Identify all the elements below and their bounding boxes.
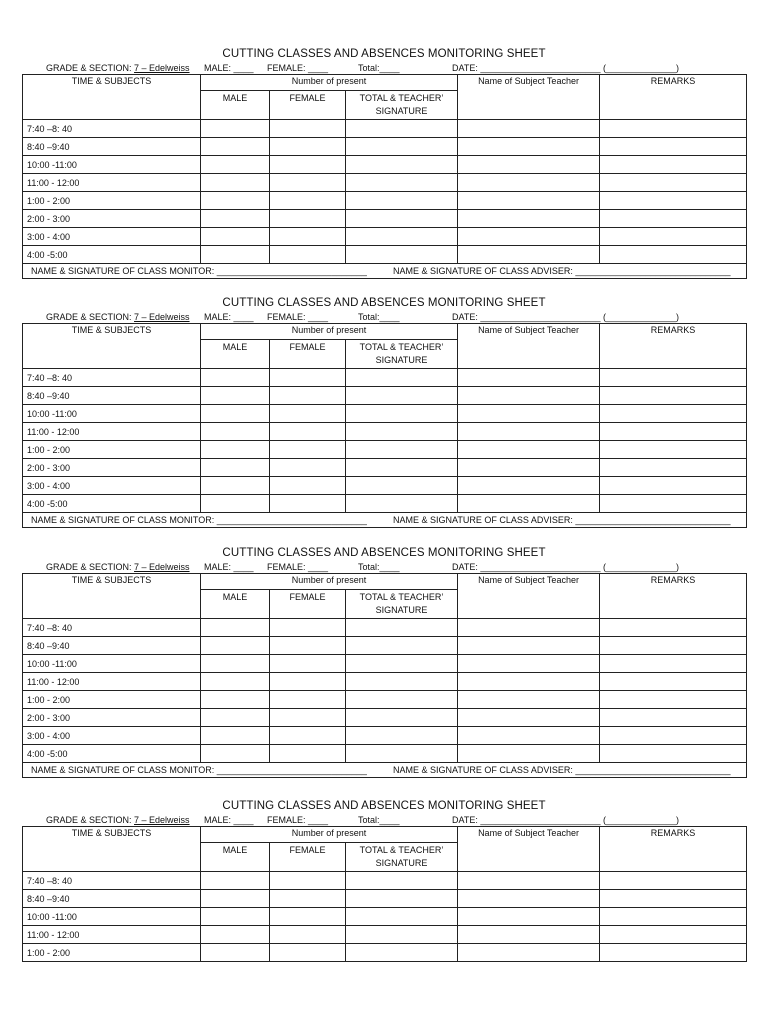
female-header: FEMALE (270, 843, 346, 872)
subject-teacher-header: Name of Subject Teacher (458, 75, 600, 120)
total-signature-cell[interactable] (346, 246, 458, 264)
time-slot-row (23, 246, 747, 264)
subject-teacher-cell[interactable] (458, 926, 600, 944)
number-present-header: Number of present (201, 574, 458, 590)
time-slot-row (23, 890, 747, 908)
female-count-cell[interactable] (270, 727, 346, 745)
date-field[interactable]: DATE: ________________________ (______________) (452, 63, 680, 73)
female-count-cell[interactable] (270, 477, 346, 495)
time-slot-row (23, 872, 747, 890)
male-count-cell[interactable] (201, 156, 270, 174)
remarks-cell[interactable] (600, 926, 747, 944)
male-count-field[interactable]: MALE: ____ (204, 815, 254, 825)
total-signature-header: TOTAL & TEACHER’ SIGNATURE (346, 91, 458, 120)
time-slot-label: 8:40 –9:40 (23, 138, 201, 156)
time-slot-label: 2:00 - 3:00 (23, 459, 201, 477)
total-signature-cell[interactable] (346, 691, 458, 709)
grade-section-value: 7 – Edelweiss (134, 562, 190, 572)
female-header: FEMALE (270, 340, 346, 369)
sheet-title: CUTTING CLASSES AND ABSENCES MONITORING SHEET (222, 800, 546, 812)
female-count-field[interactable]: FEMALE: ____ (267, 562, 329, 572)
subject-teacher-cell[interactable] (458, 369, 600, 387)
total-signature-cell[interactable] (346, 673, 458, 691)
male-count-cell[interactable] (201, 495, 270, 513)
total-signature-cell[interactable] (346, 872, 458, 890)
time-slot-row (23, 691, 747, 709)
female-count-cell[interactable] (270, 926, 346, 944)
total-signature-cell[interactable] (346, 926, 458, 944)
female-count-cell[interactable] (270, 890, 346, 908)
time-slot-row (23, 477, 747, 495)
sheet-info-row (22, 311, 746, 323)
subject-teacher-cell[interactable] (458, 138, 600, 156)
subject-teacher-cell[interactable] (458, 944, 600, 962)
male-count-cell[interactable] (201, 387, 270, 405)
time-slot-row (23, 727, 747, 745)
total-signature-cell[interactable] (346, 228, 458, 246)
time-slot-label: 11:00 - 12:00 (23, 174, 201, 192)
time-slot-label: 10:00 -11:00 (23, 405, 201, 423)
remarks-cell[interactable] (600, 727, 747, 745)
class-monitor-signature-field[interactable]: NAME & SIGNATURE OF CLASS MONITOR: ______________________________ (31, 266, 367, 276)
time-slot-row (23, 637, 747, 655)
total-signature-cell[interactable] (346, 174, 458, 192)
total-signature-cell[interactable] (346, 908, 458, 926)
time-subjects-header: TIME & SUBJECTS (23, 75, 201, 120)
time-slot-label: 1:00 - 2:00 (23, 192, 201, 210)
remarks-cell[interactable] (600, 387, 747, 405)
male-count-field[interactable]: MALE: ____ (204, 312, 254, 322)
time-slot-row (23, 745, 747, 763)
male-count-cell[interactable] (201, 246, 270, 264)
total-signature-cell[interactable] (346, 138, 458, 156)
female-count-cell[interactable] (270, 872, 346, 890)
time-slot-row (23, 673, 747, 691)
time-slot-label: 3:00 - 4:00 (23, 727, 201, 745)
monitoring-sheet-4 (22, 799, 746, 962)
remarks-cell[interactable] (600, 405, 747, 423)
male-count-cell[interactable] (201, 637, 270, 655)
subject-teacher-header: Name of Subject Teacher (458, 827, 600, 872)
number-present-header: Number of present (201, 324, 458, 340)
time-slot-label: 7:40 –8: 40 (23, 369, 201, 387)
attendance-table (22, 826, 747, 962)
remarks-cell[interactable] (600, 369, 747, 387)
grade-section-value: 7 – Edelweiss (134, 63, 190, 73)
female-count-field[interactable]: FEMALE: ____ (267, 312, 329, 322)
female-count-cell[interactable] (270, 387, 346, 405)
subject-teacher-cell[interactable] (458, 441, 600, 459)
subject-teacher-cell[interactable] (458, 423, 600, 441)
sheet-title: CUTTING CLASSES AND ABSENCES MONITORING SHEET (222, 48, 546, 60)
remarks-cell[interactable] (600, 890, 747, 908)
male-count-cell[interactable] (201, 890, 270, 908)
male-count-cell[interactable] (201, 477, 270, 495)
subject-teacher-cell[interactable] (458, 890, 600, 908)
remarks-cell[interactable] (600, 441, 747, 459)
female-count-field[interactable]: FEMALE: ____ (267, 815, 329, 825)
male-count-cell[interactable] (201, 423, 270, 441)
female-count-cell[interactable] (270, 192, 346, 210)
attendance-table (22, 74, 747, 279)
total-count-field[interactable]: Total:____ (358, 312, 400, 322)
time-slot-label: 1:00 - 2:00 (23, 441, 201, 459)
female-count-cell[interactable] (270, 246, 346, 264)
female-count-cell[interactable] (270, 908, 346, 926)
remarks-cell[interactable] (600, 619, 747, 637)
total-signature-cell[interactable] (346, 477, 458, 495)
female-count-cell[interactable] (270, 138, 346, 156)
attendance-table (22, 323, 747, 528)
grade-section-value: 7 – Edelweiss (134, 815, 190, 825)
remarks-cell[interactable] (600, 156, 747, 174)
female-count-cell[interactable] (270, 495, 346, 513)
subject-teacher-cell[interactable] (458, 727, 600, 745)
remarks-cell[interactable] (600, 495, 747, 513)
remarks-cell[interactable] (600, 210, 747, 228)
remarks-cell[interactable] (600, 192, 747, 210)
remarks-cell[interactable] (600, 120, 747, 138)
grade-section-label: GRADE & SECTION: 7 – Edelweiss (46, 815, 190, 825)
time-subjects-header: TIME & SUBJECTS (23, 324, 201, 369)
time-slot-label: 3:00 - 4:00 (23, 228, 201, 246)
total-count-field[interactable]: Total:____ (358, 63, 400, 73)
subject-teacher-header: Name of Subject Teacher (458, 324, 600, 369)
remarks-cell[interactable] (600, 228, 747, 246)
female-count-cell[interactable] (270, 637, 346, 655)
total-signature-cell[interactable] (346, 192, 458, 210)
male-count-cell[interactable] (201, 926, 270, 944)
total-signature-cell[interactable] (346, 120, 458, 138)
male-count-cell[interactable] (201, 228, 270, 246)
subject-teacher-cell[interactable] (458, 246, 600, 264)
time-slot-label: 7:40 –8: 40 (23, 120, 201, 138)
remarks-header: REMARKS (600, 574, 747, 619)
number-present-header: Number of present (201, 75, 458, 91)
time-slot-row (23, 369, 747, 387)
female-count-cell[interactable] (270, 745, 346, 763)
female-count-cell[interactable] (270, 228, 346, 246)
grade-section-label: GRADE & SECTION: 7 – Edelweiss (46, 562, 190, 572)
grade-section-label: GRADE & SECTION: 7 – Edelweiss (46, 312, 190, 322)
subject-teacher-cell[interactable] (458, 673, 600, 691)
female-count-cell[interactable] (270, 174, 346, 192)
time-slot-row (23, 926, 747, 944)
grade-section-value: 7 – Edelweiss (134, 312, 190, 322)
time-slot-label: 2:00 - 3:00 (23, 709, 201, 727)
remarks-header: REMARKS (600, 75, 747, 120)
sheet-info-row (22, 62, 746, 74)
total-signature-cell[interactable] (346, 459, 458, 477)
male-count-cell[interactable] (201, 745, 270, 763)
male-header: MALE (201, 91, 270, 120)
male-count-cell[interactable] (201, 908, 270, 926)
attendance-table (22, 573, 747, 778)
subject-teacher-cell[interactable] (458, 210, 600, 228)
subject-teacher-cell[interactable] (458, 405, 600, 423)
time-slot-label: 4:00 -5:00 (23, 495, 201, 513)
female-count-cell[interactable] (270, 441, 346, 459)
total-signature-header: TOTAL & TEACHER’ SIGNATURE (346, 590, 458, 619)
remarks-cell[interactable] (600, 872, 747, 890)
time-slot-label: 1:00 - 2:00 (23, 944, 201, 962)
time-slot-row (23, 619, 747, 637)
male-count-cell[interactable] (201, 673, 270, 691)
male-count-cell[interactable] (201, 369, 270, 387)
total-count-field[interactable]: Total:____ (358, 815, 400, 825)
male-count-field[interactable]: MALE: ____ (204, 562, 254, 572)
time-slot-label: 10:00 -11:00 (23, 908, 201, 926)
subject-teacher-cell[interactable] (458, 495, 600, 513)
sheet-info-row (22, 561, 746, 573)
total-signature-cell[interactable] (346, 745, 458, 763)
time-slot-row (23, 138, 747, 156)
male-count-cell[interactable] (201, 709, 270, 727)
time-slot-row (23, 192, 747, 210)
time-subjects-header: TIME & SUBJECTS (23, 827, 201, 872)
time-slot-row (23, 174, 747, 192)
time-slot-label: 3:00 - 4:00 (23, 477, 201, 495)
female-count-cell[interactable] (270, 691, 346, 709)
subject-teacher-cell[interactable] (458, 637, 600, 655)
time-rows (23, 369, 747, 513)
time-slot-label: 8:40 –9:40 (23, 637, 201, 655)
total-signature-cell[interactable] (346, 637, 458, 655)
time-slot-label: 2:00 - 3:00 (23, 210, 201, 228)
subject-teacher-cell[interactable] (458, 908, 600, 926)
number-present-header: Number of present (201, 827, 458, 843)
time-slot-row (23, 156, 747, 174)
time-rows (23, 872, 747, 962)
date-field[interactable]: DATE: ________________________ (______________) (452, 562, 680, 572)
female-count-cell[interactable] (270, 156, 346, 174)
class-monitor-signature-field[interactable]: NAME & SIGNATURE OF CLASS MONITOR: ______________________________ (31, 765, 367, 775)
remarks-cell[interactable] (600, 691, 747, 709)
time-slot-label: 4:00 -5:00 (23, 745, 201, 763)
class-adviser-signature-field[interactable]: NAME & SIGNATURE OF CLASS ADVISER: _______________________________ (393, 765, 731, 775)
time-slot-row (23, 120, 747, 138)
subject-teacher-cell[interactable] (458, 619, 600, 637)
male-count-field[interactable]: MALE: ____ (204, 63, 254, 73)
female-count-cell[interactable] (270, 944, 346, 962)
remarks-cell[interactable] (600, 246, 747, 264)
monitoring-sheet-1 (22, 47, 746, 279)
total-signature-cell[interactable] (346, 727, 458, 745)
male-count-cell[interactable] (201, 192, 270, 210)
class-monitor-signature-field[interactable]: NAME & SIGNATURE OF CLASS MONITOR: ______________________________ (31, 515, 367, 525)
subject-teacher-cell[interactable] (458, 655, 600, 673)
total-signature-cell[interactable] (346, 423, 458, 441)
male-count-cell[interactable] (201, 210, 270, 228)
grade-section-label: GRADE & SECTION: 7 – Edelweiss (46, 63, 190, 73)
total-signature-header: TOTAL & TEACHER’ SIGNATURE (346, 340, 458, 369)
subject-teacher-cell[interactable] (458, 120, 600, 138)
subject-teacher-cell[interactable] (458, 477, 600, 495)
female-count-cell[interactable] (270, 405, 346, 423)
female-count-cell[interactable] (270, 369, 346, 387)
male-count-cell[interactable] (201, 619, 270, 637)
time-slot-label: 10:00 -11:00 (23, 655, 201, 673)
time-slot-row (23, 441, 747, 459)
female-header: FEMALE (270, 590, 346, 619)
signature-row (23, 763, 747, 778)
total-count-field[interactable]: Total:____ (358, 562, 400, 572)
male-count-cell[interactable] (201, 944, 270, 962)
subject-teacher-cell[interactable] (458, 156, 600, 174)
female-count-cell[interactable] (270, 120, 346, 138)
time-slot-label: 8:40 –9:40 (23, 387, 201, 405)
remarks-header: REMARKS (600, 324, 747, 369)
total-signature-cell[interactable] (346, 156, 458, 174)
remarks-cell[interactable] (600, 944, 747, 962)
time-slot-row (23, 655, 747, 673)
total-signature-cell[interactable] (346, 495, 458, 513)
time-slot-label: 1:00 - 2:00 (23, 691, 201, 709)
sheet-info-row (22, 814, 746, 826)
time-slot-row (23, 387, 747, 405)
remarks-cell[interactable] (600, 655, 747, 673)
remarks-cell[interactable] (600, 477, 747, 495)
time-slot-label: 11:00 - 12:00 (23, 926, 201, 944)
female-count-cell[interactable] (270, 423, 346, 441)
time-slot-row (23, 210, 747, 228)
class-adviser-signature-field[interactable]: NAME & SIGNATURE OF CLASS ADVISER: _______________________________ (393, 266, 731, 276)
subject-teacher-cell[interactable] (458, 228, 600, 246)
female-count-cell[interactable] (270, 210, 346, 228)
monitoring-sheet-3 (22, 546, 746, 778)
female-count-cell[interactable] (270, 655, 346, 673)
total-signature-cell[interactable] (346, 619, 458, 637)
time-rows (23, 120, 747, 264)
male-count-cell[interactable] (201, 174, 270, 192)
signature-row (23, 264, 747, 279)
time-slot-row (23, 709, 747, 727)
female-count-cell[interactable] (270, 619, 346, 637)
date-field[interactable]: DATE: ________________________ (______________) (452, 815, 680, 825)
total-signature-cell[interactable] (346, 210, 458, 228)
time-slot-label: 7:40 –8: 40 (23, 619, 201, 637)
subject-teacher-cell[interactable] (458, 872, 600, 890)
subject-teacher-cell[interactable] (458, 192, 600, 210)
female-count-cell[interactable] (270, 459, 346, 477)
time-slot-row (23, 228, 747, 246)
male-header: MALE (201, 590, 270, 619)
total-signature-cell[interactable] (346, 655, 458, 673)
time-rows (23, 619, 747, 763)
subject-teacher-cell[interactable] (458, 745, 600, 763)
total-signature-cell[interactable] (346, 369, 458, 387)
time-slot-row (23, 944, 747, 962)
total-signature-cell[interactable] (346, 405, 458, 423)
remarks-cell[interactable] (600, 138, 747, 156)
female-header: FEMALE (270, 91, 346, 120)
remarks-cell[interactable] (600, 174, 747, 192)
time-slot-row (23, 459, 747, 477)
male-count-cell[interactable] (201, 405, 270, 423)
male-header: MALE (201, 843, 270, 872)
female-count-cell[interactable] (270, 673, 346, 691)
total-signature-cell[interactable] (346, 441, 458, 459)
subject-teacher-header: Name of Subject Teacher (458, 574, 600, 619)
total-signature-cell[interactable] (346, 890, 458, 908)
male-header: MALE (201, 340, 270, 369)
total-signature-cell[interactable] (346, 709, 458, 727)
male-count-cell[interactable] (201, 691, 270, 709)
time-slot-row (23, 495, 747, 513)
subject-teacher-cell[interactable] (458, 387, 600, 405)
time-slot-label: 4:00 -5:00 (23, 246, 201, 264)
subject-teacher-cell[interactable] (458, 459, 600, 477)
date-field[interactable]: DATE: ________________________ (______________) (452, 312, 680, 322)
remarks-cell[interactable] (600, 673, 747, 691)
time-slot-label: 11:00 - 12:00 (23, 673, 201, 691)
sheet-title: CUTTING CLASSES AND ABSENCES MONITORING SHEET (222, 547, 546, 559)
male-count-cell[interactable] (201, 655, 270, 673)
female-count-cell[interactable] (270, 709, 346, 727)
male-count-cell[interactable] (201, 120, 270, 138)
subject-teacher-cell[interactable] (458, 174, 600, 192)
male-count-cell[interactable] (201, 872, 270, 890)
time-slot-label: 11:00 - 12:00 (23, 423, 201, 441)
remarks-cell[interactable] (600, 908, 747, 926)
time-slot-row (23, 908, 747, 926)
monitoring-sheet-2 (22, 296, 746, 528)
subject-teacher-cell[interactable] (458, 709, 600, 727)
total-signature-cell[interactable] (346, 387, 458, 405)
time-subjects-header: TIME & SUBJECTS (23, 574, 201, 619)
time-slot-row (23, 405, 747, 423)
remarks-cell[interactable] (600, 709, 747, 727)
male-count-cell[interactable] (201, 459, 270, 477)
remarks-cell[interactable] (600, 745, 747, 763)
remarks-header: REMARKS (600, 827, 747, 872)
total-signature-header: TOTAL & TEACHER’ SIGNATURE (346, 843, 458, 872)
class-adviser-signature-field[interactable]: NAME & SIGNATURE OF CLASS ADVISER: _______________________________ (393, 515, 731, 525)
subject-teacher-cell[interactable] (458, 691, 600, 709)
remarks-cell[interactable] (600, 423, 747, 441)
remarks-cell[interactable] (600, 459, 747, 477)
female-count-field[interactable]: FEMALE: ____ (267, 63, 329, 73)
total-signature-cell[interactable] (346, 944, 458, 962)
time-slot-label: 10:00 -11:00 (23, 156, 201, 174)
signature-row (23, 513, 747, 528)
time-slot-label: 7:40 –8: 40 (23, 872, 201, 890)
male-count-cell[interactable] (201, 441, 270, 459)
male-count-cell[interactable] (201, 727, 270, 745)
time-slot-row (23, 423, 747, 441)
remarks-cell[interactable] (600, 637, 747, 655)
time-slot-label: 8:40 –9:40 (23, 890, 201, 908)
sheet-title: CUTTING CLASSES AND ABSENCES MONITORING SHEET (222, 297, 546, 309)
male-count-cell[interactable] (201, 138, 270, 156)
